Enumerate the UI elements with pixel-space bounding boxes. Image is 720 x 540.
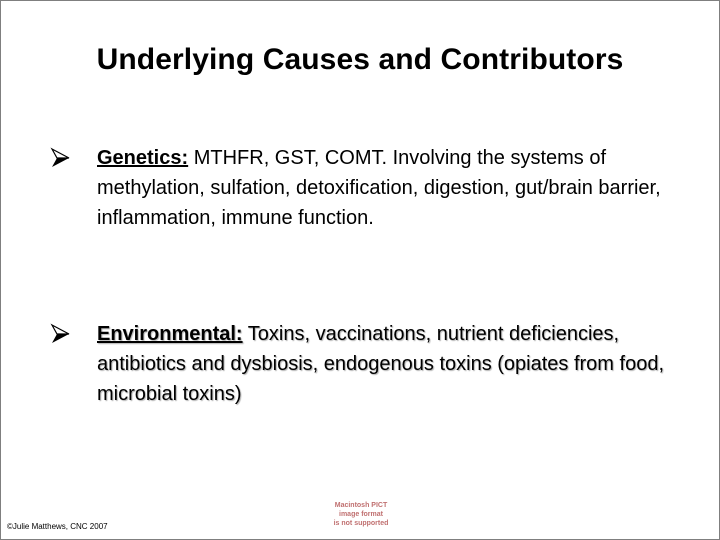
arrowhead-bullet-icon: [49, 147, 71, 169]
placeholder-line: image format: [339, 511, 383, 518]
bullet-text: [97, 319, 689, 409]
bullet-label: Genetics:: [97, 147, 189, 169]
bullet-genetics: [49, 143, 689, 233]
bullet-label: Environmental:: [97, 323, 243, 345]
bullet-body: Toxins, vaccinations, nutrient deficiencies, antibiotics and dysbiosis, endogenous toxins (opiates from food, microbial toxins): [97, 323, 665, 405]
copyright-note: ©Julie Matthews, CNC 2007: [7, 522, 108, 531]
bullet-body: MTHFR, GST, COMT. Involving the systems of methylation, sulfation, detoxification, digestion, gut/brain barrier, inflammation, immune function.: [97, 147, 661, 229]
pict-image-placeholder: [323, 501, 399, 529]
placeholder-line: Macintosh PICT: [334, 502, 388, 509]
arrowhead-bullet-icon: [49, 323, 71, 345]
bullet-text: [97, 143, 689, 233]
bullet-environmental: [49, 319, 689, 409]
slide-title: Underlying Causes and Contributors: [96, 43, 624, 76]
placeholder-line: is not supported: [333, 520, 389, 527]
